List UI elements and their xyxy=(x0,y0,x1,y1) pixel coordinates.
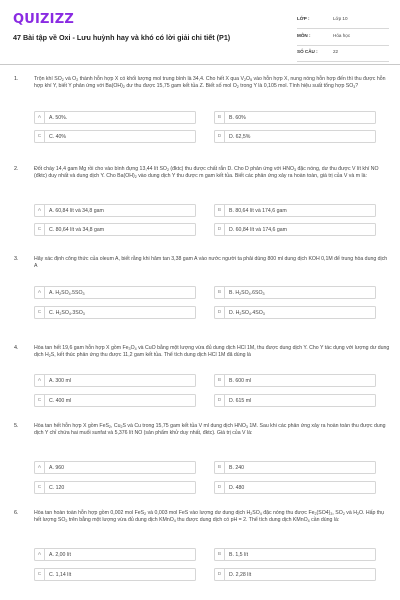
answer-option-a[interactable] xyxy=(34,461,196,474)
option-text: A. 960 xyxy=(49,465,64,471)
question-text: Đốt cháy 14,4 gam Mg rồi cho vào bình đựng 13,44 lít $SO_2$ (đktc) thu được chất rắn D. Cho D phản ứng với $HNO_3$ đặc nóng, dư thu được V lít khí NO (đktc) duy nhất và dung dịch Y. Cho $Ba(OH)_2$ vào dung dịch Y thu được m gam kết tủa. Biết các phản ứng xảy ra hoàn toàn, giá trị của V và m là: xyxy=(34,166,379,180)
answer-option-d[interactable] xyxy=(214,130,376,143)
question-text: Hòa tan hoàn toàn hỗn hợp gồm 0,002 mol FeS$_2$ và 0,003 mol FeS vào lượng dư dung dịch $H_2SO_4$ đặc nóng thu được $Fe_2(SO4)_3$, $SO_2$ và $H_2O$. Hấp thụ hết lượng $SO_2$ trên bằng một lượng vừa đủ dung dịch KMnO$_4$ thu được dung dịch có pH = 2. Thể tích dung dịch KMnO$_4$ cần dùng là: xyxy=(34,510,385,524)
option-letter-badge: D xyxy=(215,224,225,236)
answer-option-b[interactable] xyxy=(214,548,376,561)
option-text: B. 240 xyxy=(229,465,244,471)
meta-value-count: 22 xyxy=(333,49,339,54)
answer-option-d[interactable] xyxy=(214,394,376,407)
option-letter-badge: C xyxy=(35,395,45,407)
option-letter-badge: C xyxy=(35,307,45,319)
option-letter-badge: C xyxy=(35,569,45,581)
answer-option-a[interactable] xyxy=(34,286,196,299)
option-text: D. 62,5% xyxy=(229,134,251,140)
option-text: B. 60% xyxy=(229,115,246,121)
answer-option-b[interactable] xyxy=(214,461,376,474)
meta-box xyxy=(297,14,389,64)
meta-row-grade xyxy=(297,14,389,29)
option-text: C. $H_2SO_4.3SO_3$ xyxy=(49,310,85,316)
option-text: B. 600 ml xyxy=(229,378,251,384)
question-number: 1. xyxy=(14,76,19,82)
option-letter-badge: B xyxy=(215,375,225,387)
answer-option-b[interactable] xyxy=(214,204,376,217)
meta-label-subject: MÔN : xyxy=(297,32,311,38)
question-number: 5. xyxy=(14,423,19,429)
option-letter-badge: C xyxy=(35,131,45,143)
meta-label-count: SỐ CÂU : xyxy=(297,49,318,54)
option-letter-badge: D xyxy=(215,482,225,494)
option-letter-badge: B xyxy=(215,112,225,124)
answer-option-c[interactable] xyxy=(34,568,196,581)
option-letter-badge: A xyxy=(35,205,45,217)
option-text: C. 1,14 lít xyxy=(49,572,72,578)
option-text: D. 60,84 lít và 174,6 gam xyxy=(229,227,287,233)
answer-option-c[interactable] xyxy=(34,394,196,407)
answer-option-b[interactable] xyxy=(214,111,376,124)
question-text: Hãy xác định công thức của oleum A, biết rằng khi hâm tan 3,38 gam A vào nước người ta phải dùng 800 ml dung dịch KOH 0,1M để trung hòa dung dịch A xyxy=(34,256,388,270)
option-letter-badge: A xyxy=(35,112,45,124)
page-title: 47 Bài tập về Oxi - Lưu huỳnh hay và khó có lời giải chi tiết (P1) xyxy=(13,33,231,42)
option-letter-badge: D xyxy=(215,131,225,143)
option-letter-badge: D xyxy=(215,569,225,581)
option-letter-badge: C xyxy=(35,224,45,236)
option-text: C. 80,64 lít và 34,8 gam xyxy=(49,227,105,233)
option-text: B. 80,64 lít và 174,6 gam xyxy=(229,208,287,214)
answer-option-b[interactable] xyxy=(214,286,376,299)
option-text: A. $H_2SO_4.5SO_3$ xyxy=(49,290,85,296)
answer-option-b[interactable] xyxy=(214,374,376,387)
option-text: C. 40% xyxy=(49,134,67,140)
option-text: B. 1,5 lít xyxy=(229,552,249,558)
question-number: 2. xyxy=(14,166,19,172)
meta-value-grade: Lớp 10 xyxy=(333,16,348,21)
answer-option-d[interactable] xyxy=(214,223,376,236)
answer-option-c[interactable] xyxy=(34,223,196,236)
option-text: D. $H_2SO_4.4SO_3$ xyxy=(229,310,265,316)
option-letter-badge: C xyxy=(35,482,45,494)
option-text: A. 300 ml xyxy=(49,378,71,384)
option-text: C. 400 ml xyxy=(49,398,72,404)
answer-option-c[interactable] xyxy=(34,130,196,143)
question-text: Hòa tan hết hỗn hợp X gồm FeS$_2$, $Cu_2S$ và Cu trong 15,75 gam kết tủa V ml dung dịch $HNO_3$ 1M. Sau khi các phản ứng xảy ra hoàn toàn thu được dung dịch Y chỉ chứa hai muối sunfat và 5,376 lít NO (sản phẩm khử duy nhất, đktc). Giá trị của V là: xyxy=(34,423,386,437)
option-letter-badge: D xyxy=(215,307,225,319)
meta-label-grade: LỚP : xyxy=(297,16,310,21)
option-letter-badge: A xyxy=(35,287,45,299)
meta-row-subject xyxy=(297,31,389,46)
option-letter-badge: B xyxy=(215,205,225,217)
option-text: B. $H_2SO_4.6SO_3$ xyxy=(229,290,265,296)
answer-option-a[interactable] xyxy=(34,548,196,561)
answer-option-a[interactable] xyxy=(34,374,196,387)
question-text: Trộn khí $SO_2$ và $O_2$ thành hỗn hợp X có khối lượng mol trung bình là 34,4. Cho hết X qua $V_2O_5$ vào hỗn hợp X, nung nóng hỗn hợp đến thì thu được hỗn hợp khí Y, biết Y phản ứng với $Ba(OH)_2$ dư thu được 15,75 gam kết tủa Z. Biết số mol $O_2$ trong Y là 0,105 mol. Tính hiệu suất tổng hợp $SO_3$? xyxy=(34,76,386,90)
answer-option-d[interactable] xyxy=(214,481,376,494)
answer-option-a[interactable] xyxy=(34,204,196,217)
answer-option-a[interactable] xyxy=(34,111,196,124)
page-header xyxy=(0,0,400,64)
option-text: D. 2,28 lít xyxy=(229,572,252,578)
option-letter-badge: A xyxy=(35,375,45,387)
question-number: 4. xyxy=(14,345,19,351)
option-text: D. 480 xyxy=(229,485,245,491)
option-text: C. 120 xyxy=(49,485,65,491)
question-text: Hòa tan hết 19,6 gam hỗn hợp X gồm $Fe_3O_4$ và CuO bằng một lượng vừa đủ dung dịch HCl 1M, thu được dung dịch Y. Cho Y tác dụng với lượng dư dung dịch $H_2S$, kết thúc phản ứng thu được 11,2 gam kết tủa. Thể tích dung dịch HCl 1M đã dùng là xyxy=(34,345,390,359)
answer-option-c[interactable] xyxy=(34,481,196,494)
option-text: A. 50%. xyxy=(49,115,68,121)
option-letter-badge: B xyxy=(215,287,225,299)
option-letter-badge: A xyxy=(35,549,45,561)
option-text: D. 615 ml xyxy=(229,398,252,404)
question-number: 3. xyxy=(14,256,19,262)
answer-option-c[interactable] xyxy=(34,306,196,319)
header-divider xyxy=(0,64,400,65)
option-letter-badge: B xyxy=(215,549,225,561)
answer-option-d[interactable] xyxy=(214,306,376,319)
option-text: A. 2,00 lít xyxy=(49,552,71,558)
option-letter-badge: A xyxy=(35,462,45,474)
quizizz-logo: QUIZIZZ xyxy=(13,12,74,27)
question-number: 6. xyxy=(14,510,19,516)
option-letter-badge: D xyxy=(215,395,225,407)
meta-value-subject: Hóa học xyxy=(333,32,351,38)
option-text: A. 60,84 lít và 34,8 gam xyxy=(49,208,104,214)
option-letter-badge: B xyxy=(215,462,225,474)
meta-row-count xyxy=(297,47,389,62)
answer-option-d[interactable] xyxy=(214,568,376,581)
